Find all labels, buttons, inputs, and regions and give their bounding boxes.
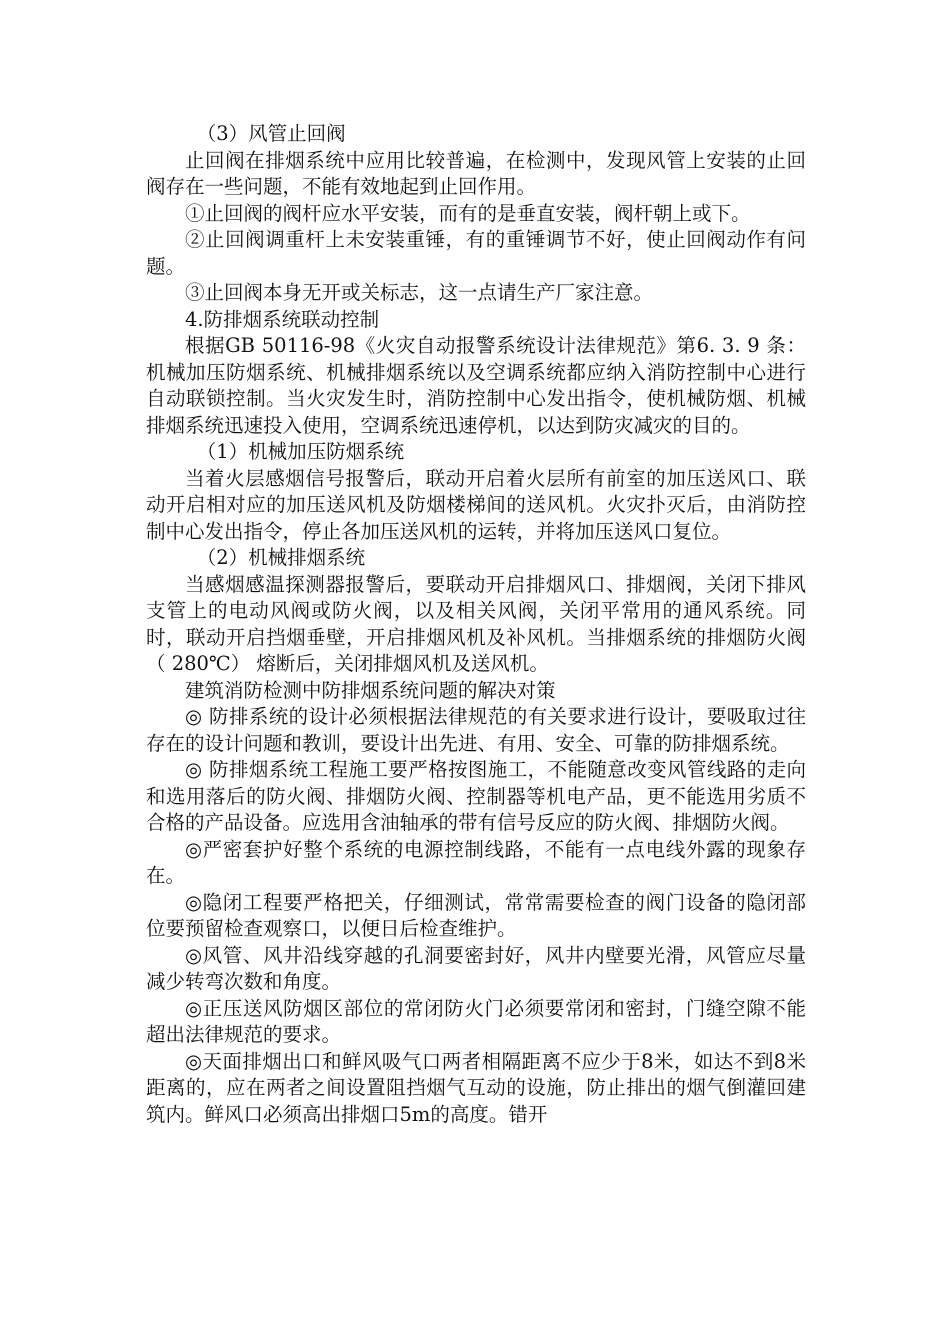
- section-heading: （3）风管止回阀: [196, 122, 346, 145]
- paragraph: 根据GB 50116-98《火灾自动报警系统设计法律规范》第6. 3. 9 条： 机械加压防烟系统、机械排烟系统以及空调系统都应纳入消防控制中心进行自动联锁控制。当火灾发生时，消防控制中心发出指令，使机械防烟、机械排烟系统迅速投入使用，空调系统迅速停机，以达到防灾减灾的目的。: [146, 334, 806, 437]
- paragraph: 4.防排烟系统联动控制: [185, 307, 380, 331]
- section-heading: （1）机械加压防烟系统: [196, 440, 405, 463]
- paragraph: ◎正压送风防烟区部位的常闭防火门必须要常闭和密封，门缝空隙不能超出法律规范的要求。: [146, 996, 806, 1046]
- paragraph: ◎风管、风井沿线穿越的孔洞要密封好，风井内壁要光滑，风管应尽量减少转弯次数和角度。: [146, 943, 806, 993]
- document-body: [146, 121, 806, 1128]
- paragraph: 建筑消防检测中防排烟系统问题的解决对策: [185, 678, 556, 702]
- paragraph: ◎天面排烟出口和鲜风吸气口两者相隔距离不应少于8米，如达不到8米距离的，应在两者之间设置阻挡烟气互动的设施，防止排出的烟气倒灌回建筑内。鲜风口必须高出排烟口5m的高度。错开: [146, 1049, 806, 1126]
- paragraph: 当着火层感烟信号报警后，联动开启着火层所有前室的加压送风口、联动开启相对应的加压送风机及防烟楼梯间的送风机。火灾扑灭后，由消防控制中心发出指令，停止各加压送风机的运转，并将加压送风口复位。: [146, 466, 806, 543]
- paragraph: ③止回阀本身无开或关标志，这一点请生产厂家注意。: [185, 281, 654, 304]
- paragraph: ◎ 防排系统的设计必须根据法律规范的有关要求进行设计，要吸取过往存在的设计问题和教训，要设计出先进、有用、安全、可靠的防排烟系统。: [146, 705, 806, 755]
- paragraph: ②止回阀调重杆上未安装重锤，有的重锤调节不好，使止回阀动作有问题。: [146, 228, 806, 278]
- paragraph: ◎隐闭工程要严格把关，仔细测试，常常需要检查的阀门设备的隐闭部位要预留检查观察口，以便日后检查维护。: [146, 890, 806, 940]
- paragraph: ◎ 防排烟系统工程施工要严格按图施工，不能随意改变风管线路的走向和选用落后的防火阀、排烟防火阀、控制器等机电产品，更不能选用劣质不合格的产品设备。应选用含油轴承的带有信号反应的防火阀、排烟防火阀。: [146, 758, 806, 834]
- paragraph: ①止回阀的阀杆应水平安装，而有的是垂直安装，阀杆朝上或下。: [185, 201, 751, 225]
- paragraph: ◎严密套护好整个系统的电源控制线路，不能有一点电线外露的现象存在。: [146, 837, 806, 887]
- section-heading: （2）机械排烟系统: [196, 546, 366, 569]
- paragraph: 当感烟感温探测器报警后，要联动开启排烟风口、排烟阀，关闭下排风支管上的电动风阀或防火阀，以及相关风阀，关闭平常用的通风系统。同时，联动开启挡烟垂壁，开启排烟风机及补风机。当排烟系统的排烟防火阀（ 280℃） 熔断后，关闭排烟风机及送风机。: [146, 572, 806, 675]
- paragraph: 止回阀在排烟系统中应用比较普遍，在检测中，发现风管上安装的止回阀存在一些问题，不能有效地起到止回作用。: [146, 148, 806, 198]
